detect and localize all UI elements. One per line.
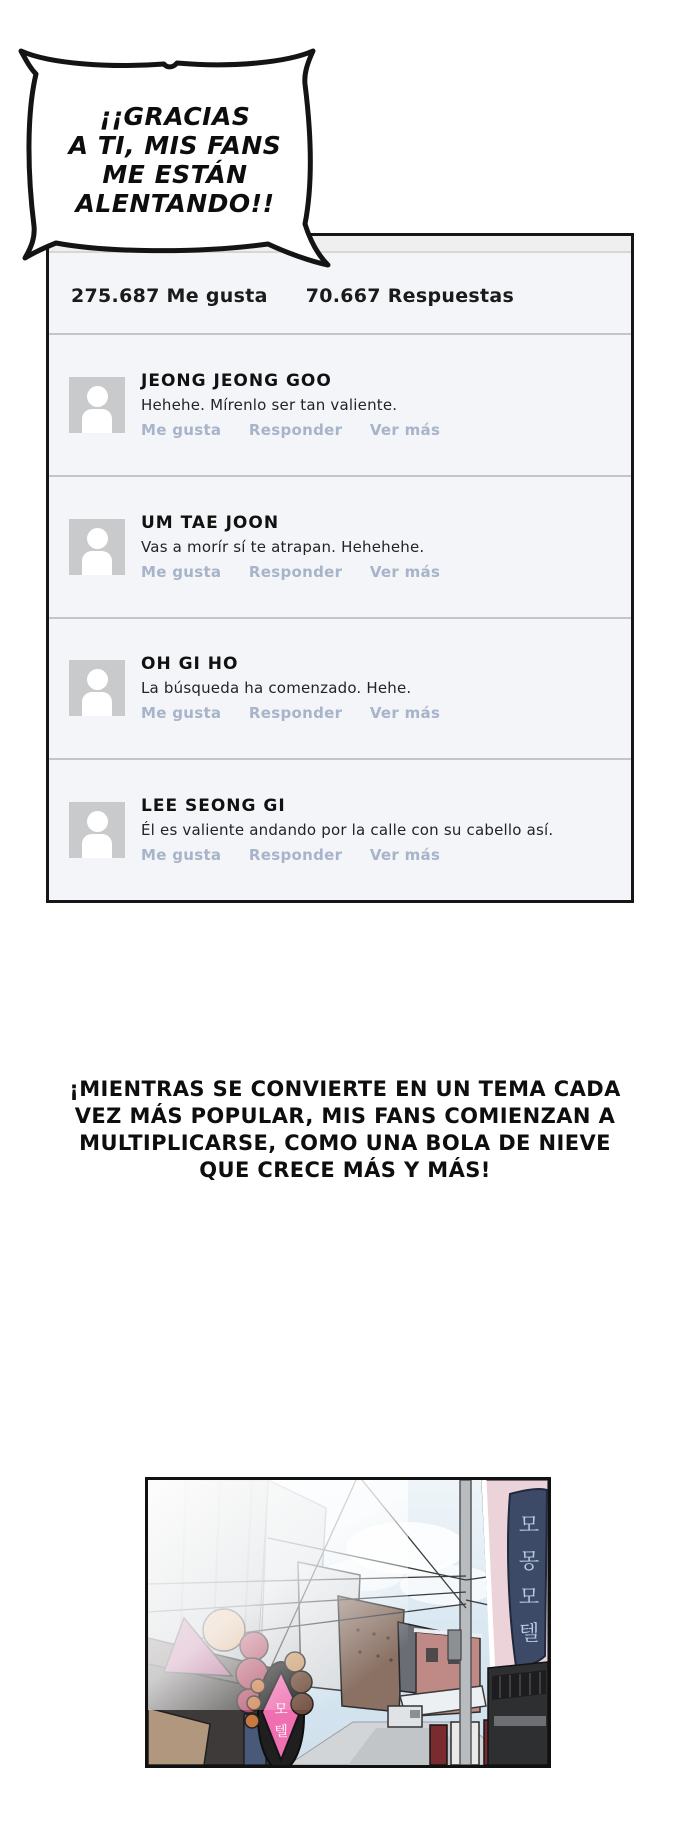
reply-link[interactable]: Responder <box>248 420 343 439</box>
see-more-link[interactable]: Ver más <box>369 704 441 723</box>
maroon-banner <box>430 1725 447 1765</box>
reply-link[interactable]: Responder <box>248 562 343 581</box>
svg-text:모: 모 <box>518 1585 540 1609</box>
bubble-line: A TI, MIS FANS <box>68 131 282 160</box>
comment-row <box>49 335 631 477</box>
avatar <box>69 519 125 575</box>
see-more-link[interactable]: Ver más <box>369 420 441 439</box>
comment-text: Vas a morír sí te atrapan. Hehehehe. <box>141 537 425 556</box>
comment-actions <box>141 421 613 439</box>
avatar <box>69 660 125 716</box>
avatar-body-icon <box>82 551 112 575</box>
like-link[interactable]: Me gusta <box>141 420 222 439</box>
avatar-head-icon <box>87 528 108 549</box>
orange-bulb <box>245 1714 259 1728</box>
avatar-body-icon <box>82 692 112 716</box>
comment-author: JEONG JEONG GOO <box>141 370 332 391</box>
comment-text: Hehehe. Mírenlo ser tan valiente. <box>141 395 398 414</box>
bubble-line: ALENTANDO!! <box>75 189 275 218</box>
comment-author: UM TAE JOON <box>141 512 280 533</box>
comment-row <box>49 760 631 900</box>
avatar <box>69 377 125 433</box>
comment-row <box>49 477 631 619</box>
comment-actions <box>141 563 613 581</box>
bubble-line: ME ESTÁN <box>102 160 248 189</box>
street-scene-panel <box>145 1477 551 1768</box>
speech-bubble-text <box>16 102 334 218</box>
comment-row <box>49 619 631 761</box>
reply-link[interactable]: Responder <box>248 704 343 723</box>
svg-text:텔: 텔 <box>274 1724 288 1740</box>
narration-line: MULTIPLICARSE, COMO UNA BOLA DE NIEVE <box>79 1131 611 1155</box>
narration-line: ¡MIENTRAS SE CONVIERTE EN UN TEMA CADA <box>69 1077 621 1101</box>
avatar-head-icon <box>87 811 108 832</box>
avatar-head-icon <box>87 386 108 407</box>
see-more-link[interactable]: Ver más <box>369 562 441 581</box>
street-scene-art <box>148 1480 548 1765</box>
svg-text:몽: 몽 <box>518 1549 540 1573</box>
fog-overlay <box>148 1480 408 1710</box>
comment-actions <box>141 846 613 864</box>
bubble-line: ¡¡GRACIAS <box>99 102 251 131</box>
utility-pole <box>460 1480 471 1765</box>
likes-count: 275.687 Me gusta <box>71 285 268 307</box>
reply-link[interactable]: Responder <box>248 846 343 865</box>
comment-author: LEE SEONG GI <box>141 796 286 817</box>
like-link[interactable]: Me gusta <box>141 846 222 865</box>
avatar <box>69 802 125 858</box>
see-more-link[interactable]: Ver más <box>369 846 441 865</box>
like-link[interactable]: Me gusta <box>141 704 222 723</box>
avatar-body-icon <box>82 409 112 433</box>
comment-actions <box>141 704 613 722</box>
narration-line: QUE CRECE MÁS Y MÁS! <box>199 1158 491 1182</box>
avatar-body-icon <box>82 834 112 858</box>
comments-panel <box>46 233 634 903</box>
comment-text: Él es valiente andando por la calle con su cabello así. <box>141 821 554 840</box>
svg-text:텔: 텔 <box>518 1621 540 1645</box>
avatar-head-icon <box>87 669 108 690</box>
like-link[interactable]: Me gusta <box>141 562 222 581</box>
comment-text: La búsqueda ha comenzado. Hehe. <box>141 679 412 698</box>
speech-bubble <box>16 48 334 280</box>
replies-count: 70.667 Respuestas <box>305 285 515 307</box>
svg-text:모: 모 <box>518 1513 540 1537</box>
narration-text <box>0 1076 690 1184</box>
narration-line: VEZ MÁS POPULAR, MIS FANS COMIENZAN A <box>74 1104 616 1128</box>
comment-author: OH GI HO <box>141 654 239 675</box>
